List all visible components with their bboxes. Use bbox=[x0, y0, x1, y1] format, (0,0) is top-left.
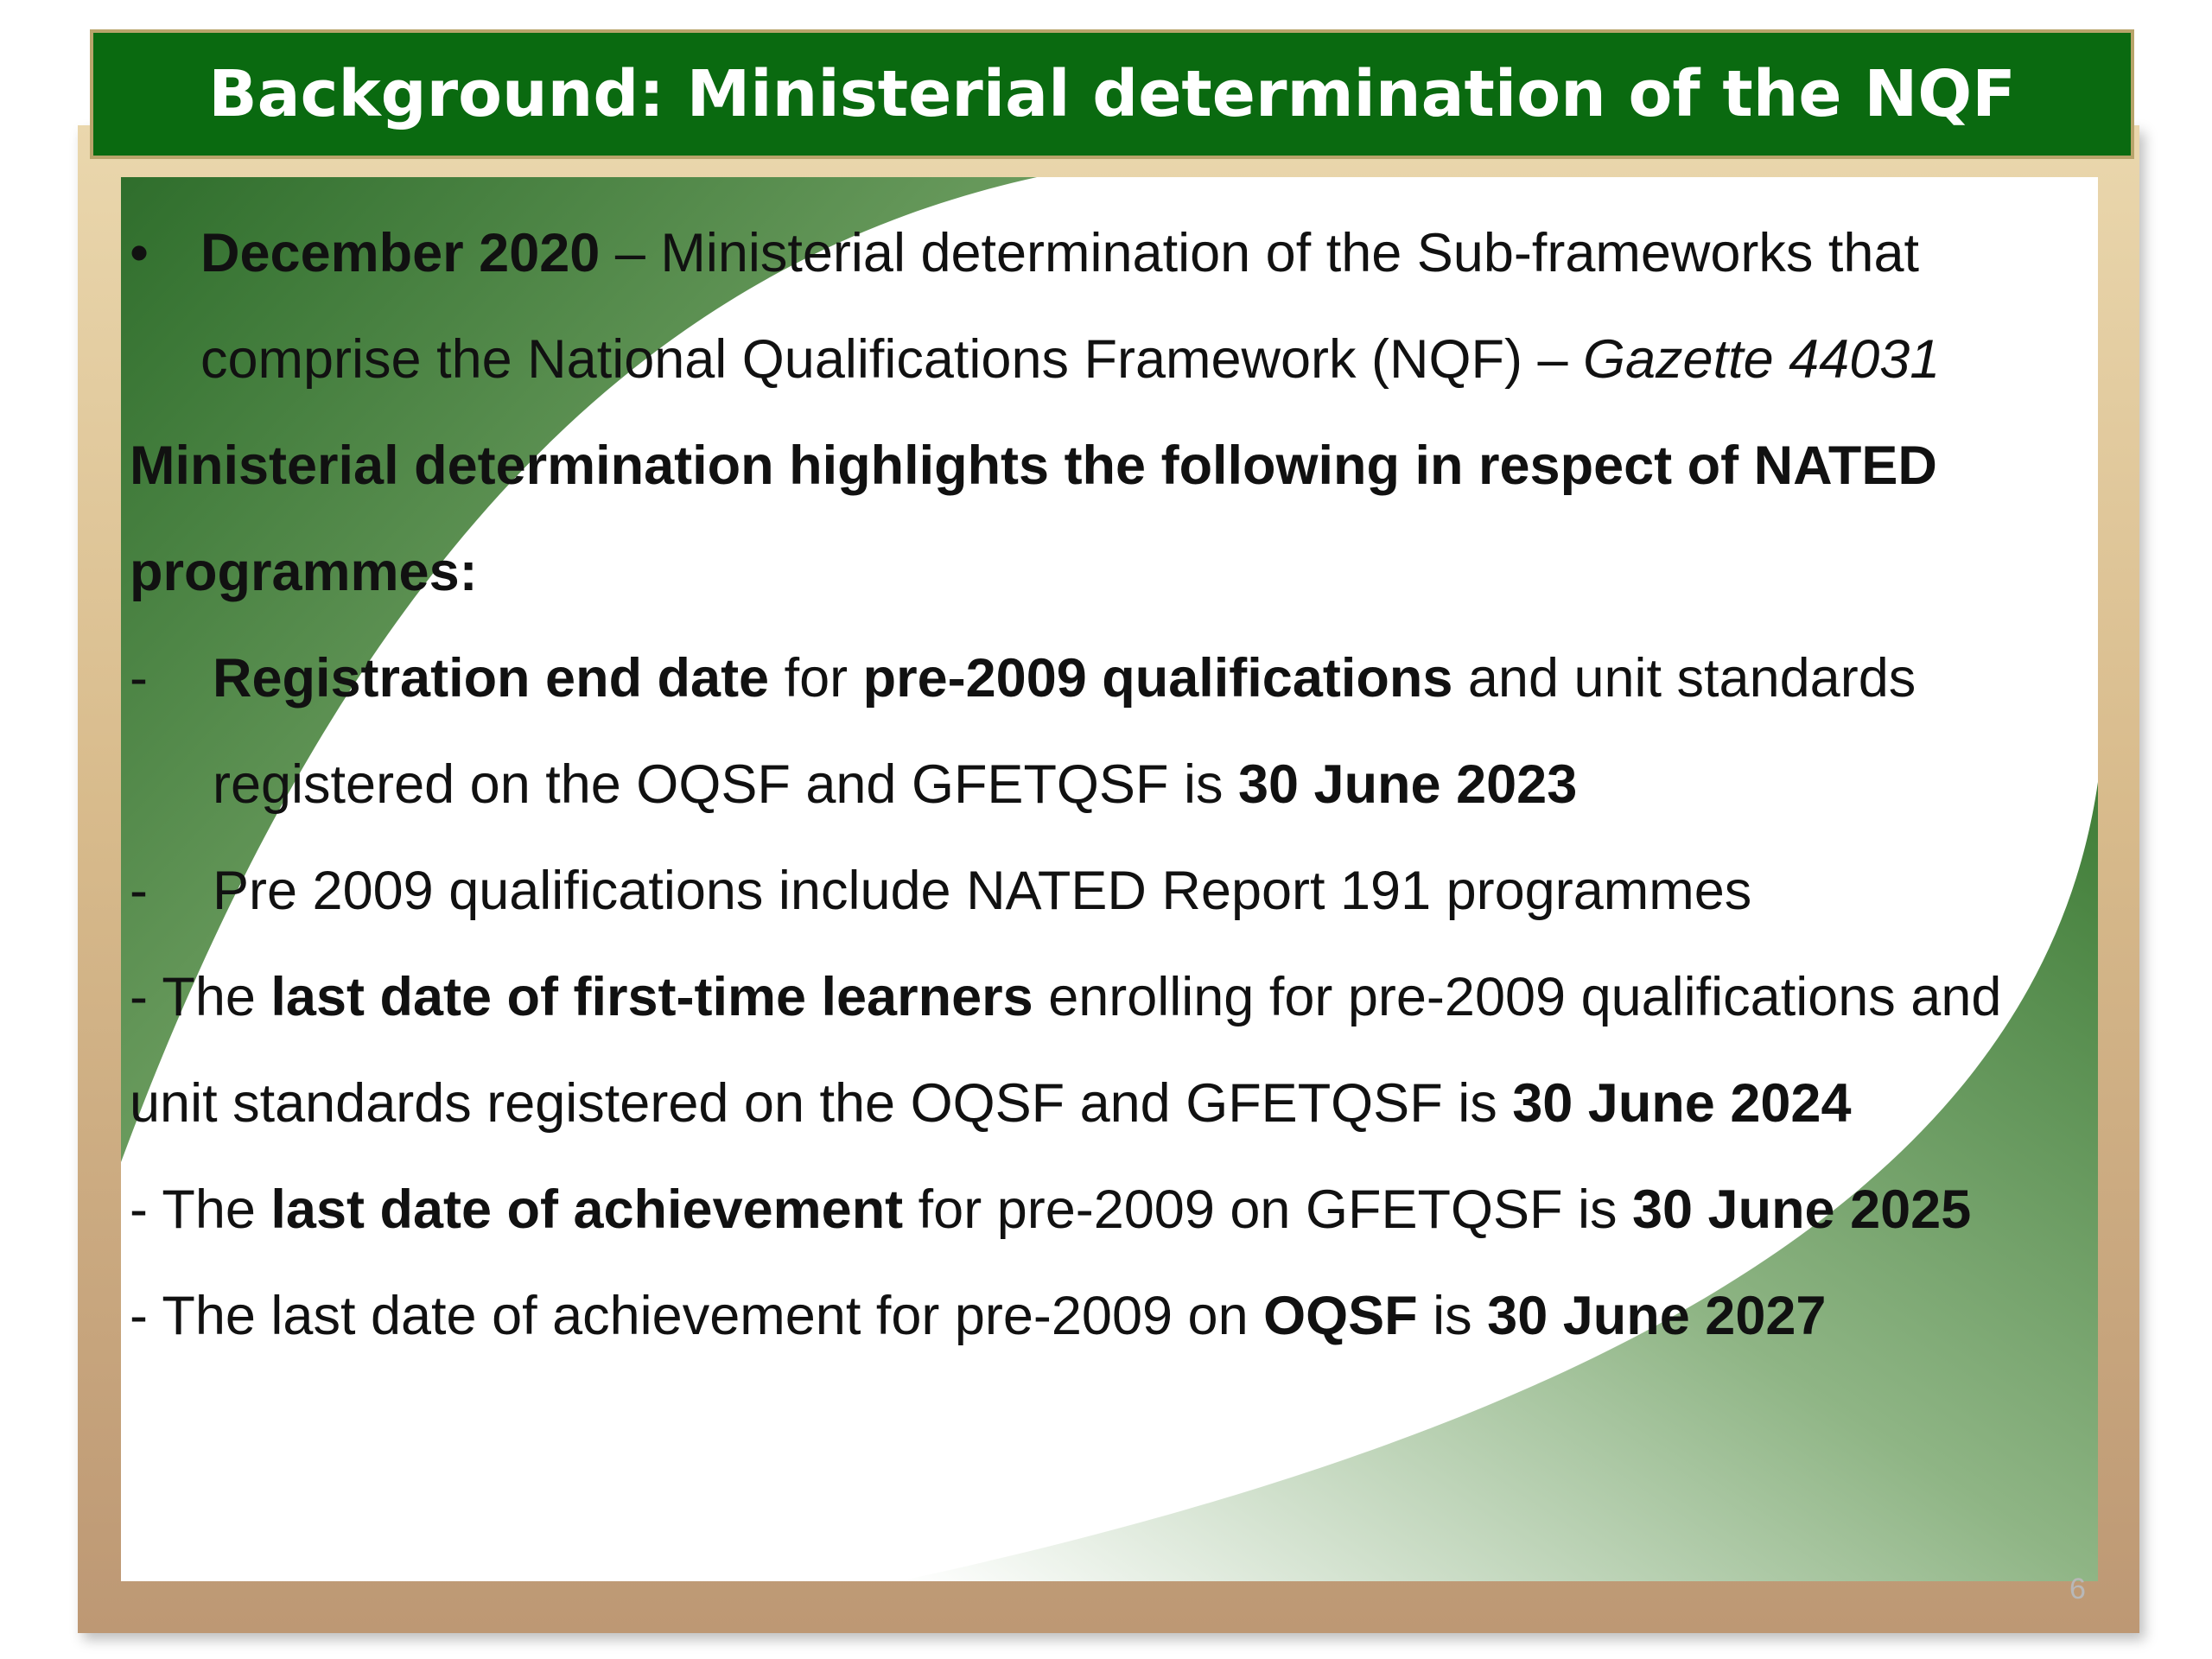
dash-marker: - bbox=[130, 648, 148, 709]
page-number: 6 bbox=[2069, 1573, 2086, 1605]
last-date-of-achievement-label: last date of achievement bbox=[270, 1179, 904, 1240]
item-text: registered on the OQSF and GFETQSF is bbox=[213, 754, 1238, 815]
dash-marker: - bbox=[130, 861, 148, 921]
item-text: unit standards registered on the OQSF and GFETQSF is bbox=[130, 1073, 1513, 1134]
bullet-december-2020-line-1 bbox=[200, 200, 1919, 307]
item-text: - The bbox=[130, 1179, 271, 1240]
achievement-gfetqsf-item bbox=[130, 1157, 1971, 1263]
bullet-text: – Ministerial determination of the Sub-frameworks that bbox=[600, 223, 1920, 283]
achievement-oqsf-item bbox=[130, 1263, 1826, 1370]
gfetqsf-achievement-date: 30 June 2025 bbox=[1631, 1179, 1972, 1240]
item-text: and unit standards bbox=[1452, 648, 1916, 709]
registration-item-line-2 bbox=[213, 732, 1577, 838]
highlight-heading-line-1: Ministerial determination highlights the following in respect of NATED bbox=[130, 435, 1937, 496]
highlight-heading-line-2: programmes: bbox=[130, 542, 478, 602]
title-bar bbox=[90, 29, 2134, 159]
oqsf-label: OQSF bbox=[1263, 1286, 1418, 1346]
item-text: - The last date of achievement for pre-2009 on bbox=[130, 1286, 1264, 1346]
item-text: enrolling for pre-2009 qualifications and bbox=[1033, 967, 2002, 1027]
item-text: for pre-2009 on GFETQSF is bbox=[903, 1179, 1632, 1240]
bullet-december-2020-line-2 bbox=[200, 307, 1940, 413]
bullet-text: comprise the National Qualifications Framework (NQF) – bbox=[200, 329, 1584, 390]
slide-title: Background: Ministerial determination of the NQF bbox=[208, 57, 2016, 131]
december-2020-date: December 2020 bbox=[200, 223, 601, 283]
item-text: - The bbox=[130, 967, 271, 1027]
bullet-marker: • bbox=[130, 223, 149, 283]
registration-end-date: 30 June 2023 bbox=[1237, 754, 1578, 815]
item-text: for bbox=[769, 648, 863, 709]
pre-2009-qualifications-label: pre-2009 qualifications bbox=[862, 648, 1453, 709]
registration-end-date-label: Registration end date bbox=[213, 648, 770, 709]
first-time-learners-label: last date of first-time learners bbox=[270, 967, 1033, 1027]
gazette-reference: Gazette 44031 bbox=[1583, 329, 1941, 390]
oqsf-achievement-date: 30 June 2027 bbox=[1487, 1286, 1827, 1346]
first-time-learners-date: 30 June 2024 bbox=[1512, 1073, 1852, 1134]
first-time-learners-line-1 bbox=[130, 944, 2001, 1051]
pre-2009-item: Pre 2009 qualifications include NATED Report 191 programmes bbox=[213, 861, 1752, 921]
item-text: is bbox=[1417, 1286, 1488, 1346]
registration-item-line-1 bbox=[213, 626, 1916, 732]
first-time-learners-line-2 bbox=[130, 1051, 1851, 1157]
